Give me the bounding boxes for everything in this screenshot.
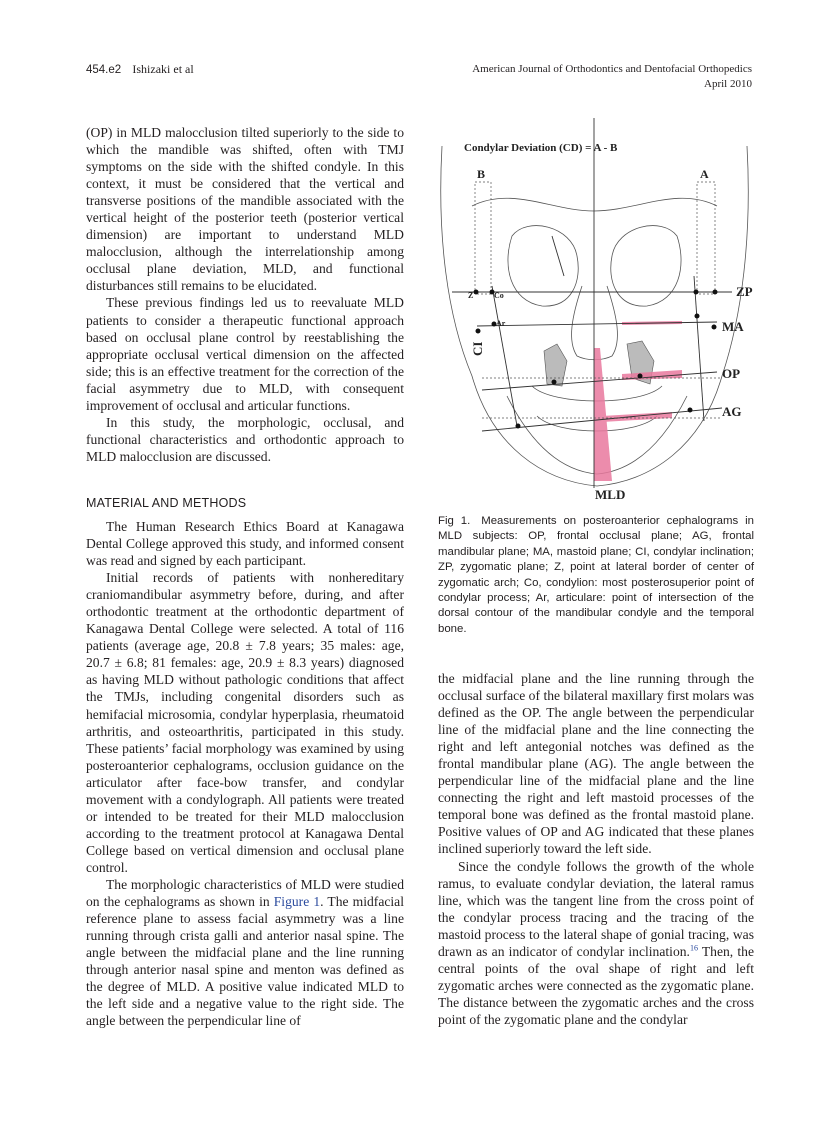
paragraph: the midfacial plane and the line running through the occlusal surface of the bilateral maxillary first molars was defined as the OP. The angle between the perpendicular line of the midfacial plane and the line connecting the right and left antegonial notches was defined as the frontal mandibular plane (AG). The angle between the perpendicular line of the midfacial plane and the line connecting the right and left mastoid processes of the temporal bone was defined as the frontal mastoid plane. Positive values of OP and AG indicated that these planes inclined superiorly toward the left side. (438, 671, 754, 857)
paragraph: These previous findings led us to reevaluate MLD patients to consider a therapeutic functional approach based on occlusal plane control by reestablishing the appropriate occlusal vertical dimension on the affected side; this is an effective treatment for the correction of the facial asymmetry due to MLD, with consequent improvement of occlusal and articular functions. (86, 295, 404, 413)
svg-text:A: A (700, 167, 709, 181)
figure-cephalogram (432, 116, 758, 502)
svg-text:Z: Z (468, 291, 474, 300)
figure-link[interactable]: Figure 1 (273, 894, 321, 910)
running-authors: Ishizaki et al (132, 62, 194, 76)
svg-text:MLD: MLD (595, 487, 626, 502)
paragraph: Initial records of patients with nonhereditary craniomandibular asymmetry before, during, and after orthodontic treatment at the orthodontic department of Kanagawa Dental College were selected. A total of 116 patients (average age, 20.8 ± 7.8 years; 35 males: age, 20.7 ± 6.8; 81 females: age, 20.9 ± 8.3 years) diagnosed as having MLD without pathologic conditions that affect the TMJs, including congenital disorders such as hemifacial microsomia, condylar hyperplasia, rheumatoid arthritis, and osteoarthritis, participated in this study. These patients’ facial morphology was examined by using posteroanterior cephalograms, occlusion guidance on the articulator after face-bow transfer, and condylar movement with a condylograph. All patients were treated or intended to be treated for their MLD malocclusion according to the treatment protocol at Kanagawa Dental College based on vertical dimension and occlusal plane control. (86, 570, 404, 875)
svg-text:OP: OP (722, 366, 741, 381)
paragraph: The Human Research Ethics Board at Kanagawa Dental College approved this study, and informed consent was read and signed by each participant. (86, 518, 404, 569)
right-column (438, 670, 754, 1028)
cephalogram-diagram (432, 116, 758, 502)
svg-text:AG: AG (722, 404, 742, 419)
figure-caption (438, 514, 754, 637)
section-heading: MATERIAL AND METHODS (86, 495, 247, 510)
journal-title: American Journal of Orthodontics and Dentofacial Orthopedics (472, 63, 752, 75)
paragraph: In this study, the morphologic, occlusal, and functional characteristics and orthodontic approach to MLD malocclusion are discussed. (86, 414, 404, 464)
page-number: 454.e2 (86, 64, 122, 76)
issue-date: April 2010 (704, 78, 752, 90)
running-header-left (86, 62, 194, 77)
figure-title: Condylar Deviation (CD) = A - B (464, 142, 618, 154)
left-column (86, 124, 404, 1029)
paragraph: The morphologic characteristics of MLD were studied on the cephalograms as shown in Figure 1. The midfacial reference plane to assess facial asymmetry was a line running through crista galli and anterior nasal spine. The angle between the midfacial plane and the line running through anterior nasal spine and menton was defined as the degree of MLD. A positive value indicated MLD to the left side and a negative value to the right side. The angle between the perpendicular line of (86, 876, 404, 1029)
figure-label: Fig 1. (438, 515, 471, 527)
paragraph: (OP) in MLD malocclusion tilted superiorly to the side to which the mandible was shifted, often with TMJ symptoms on the side with the shifted condyle. In this context, it must be considered that the vertical and transverse positions of the mandible associated with the vertical height of the posterior teeth (posterior vertical dimension) are important to understand MLD malocclusion, although the interrelationship among occlusal plane deviation, MLD, and functional disturbances still remains to be elucidated. (86, 125, 404, 294)
svg-text:CI: CI (470, 341, 485, 356)
caption-text: Measurements on posteroanterior cephalograms in MLD subjects: OP, frontal occlusal plane; AG, frontal mandibular plane; MA, mastoid plane; CI, condylar inclination; ZP, zygomatic plane; Z, point at lateral border of center of zygomatic arch; Co, condylion: most posterosuperior point of condylar process; Ar, articulare: point of intersection of the dorsal contour of the mandibular condyle and the temporal bone. (438, 515, 754, 635)
reference-link[interactable]: 16 (689, 943, 698, 953)
paragraph: Since the condyle follows the growth of the whole ramus, to evaluate condylar deviation, the lateral ramus line, which was the tangent line from the cross point of the condylar process tracing and the tracing of the mastoid process to the lateral shape of gonial tracing, was drawn as an indicator of condylar inclination.$^{16}$ Then, the central points of the oval shape of right and left zygomatic arches were connected as the zygomatic plane. The distance between the zygomatic arches and the cross point of the zygomatic plane and the condylar (438, 858, 754, 1027)
svg-text:Co: Co (494, 291, 504, 300)
svg-text:MA: MA (722, 319, 744, 334)
svg-text:Ar: Ar (496, 319, 506, 328)
svg-text:B: B (477, 167, 486, 181)
svg-text:ZP: ZP (736, 284, 753, 299)
running-header-right (472, 62, 752, 92)
